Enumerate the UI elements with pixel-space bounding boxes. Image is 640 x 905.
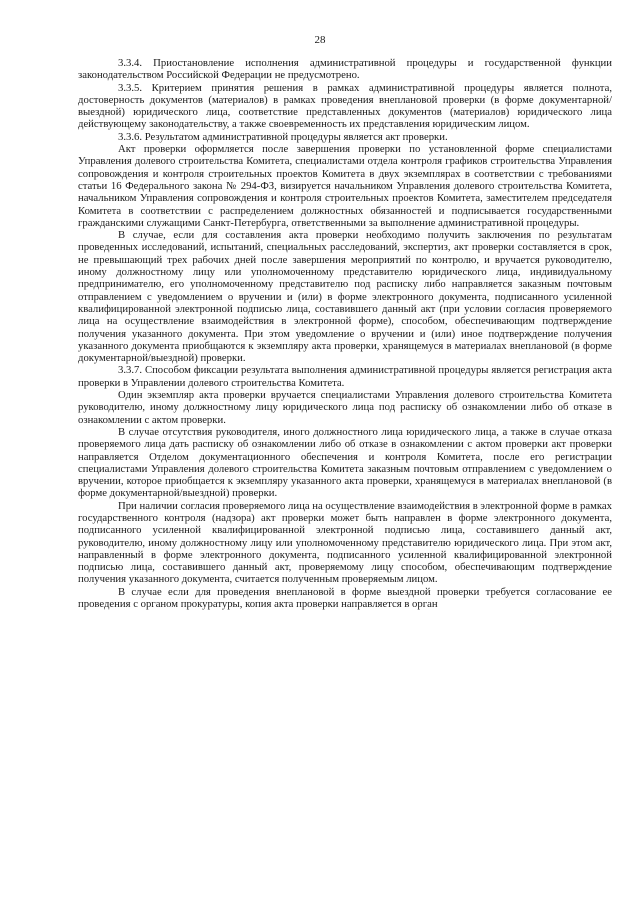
paragraph-act-preparation: Акт проверки оформляется после завершения проверки по установленной форме специалистами Управления долевого строительства Комитета, специалистами отдела контроля графиков строительства Управления сопровождения и контроля строительных проектов Комитета в двух экземплярах в соответствии с требованиями статьи 16 Федерального закона № 294-ФЗ, визируется начальником Управления долевого строительства Комитета, начальником Управления сопровождения и контроля строительных проектов Комитета, заместителем председателя Комитета в соответствии с распределением должностных обязанностей и подписывается государственными гражданскими служащими Санкт-Петербурга, ответственными за выполнение административной процедуры. (78, 143, 612, 229)
paragraph-act-copy-handover: Один экземпляр акта проверки вручается специалистами Управления долевого строительства Комитета руководителю, иному должностному лицу юридического лица под расписку об ознакомлении либо об отказе в ознакомлении с актом проверки. (78, 389, 612, 426)
paragraph-3-3-5: 3.3.5. Критерием принятия решения в рамках административной процедуры является полнота, достоверность документов (материалов) в рамках проведения внеплановой проверки (в форме документарной/выездной) юридического лица, соответствие представленных документов (материалов) юридического лица действующему законодательству, а также своевременность их представления юридическим лицом. (78, 81, 612, 131)
paragraph-act-delivery: В случае, если для составления акта проверки необходимо получить заключения по результатам проведенных исследований, испытаний, специальных расследований, экспертиз, акт проверки составляется в срок, не превышающий трех рабочих дней после завершения мероприятий по контролю, и вручается руководителю, иному должностному лицу или уполномоченному представителю юридического лица, индивидуальному предпринимателю, его уполномоченному представителю под расписку либо направляется заказным почтовым отправлением с уведомлением о вручении и (или) в форме электронного документа, подписанного усиленной квалифицированной электронной подписью лица, составившего данный акт (при условии согласия проверяемого лица на осуществление взаимодействия в электронной форме), способом, обеспечивающим подтверждение получения указанного документа. При этом уведомление о вручении и (или) иное подтверждение получения указанного документа приобщаются к экземпляру акта проверки, хранящемуся в материалах внеплановой (в форме документарной/выездной) проверки. (78, 229, 612, 365)
page-number: 28 (314, 34, 326, 46)
paragraph-electronic-form: При наличии согласия проверяемого лица на осуществление взаимодействия в электронной форме в рамках государственного контроля (надзора) акт проверки может быть направлен в форме электронного документа, подписанного усиленной квалифицированной электронной подписью лица, составившего данный акт, руководителю, иному должностному лицу или уполномоченному представителю юридического лица. При этом акт, направленный в форме электронного документа, подписанного усиленной квалифицированной электронной подписью лица, составившего данный акт, проверяемому лицу способом, обеспечивающим подтверждение получения указанного документа, считается полученным проверяемым лицом. (78, 499, 612, 586)
paragraph-3-3-6: 3.3.6. Результатом административной процедуры является акт проверки. (118, 130, 448, 143)
paragraph-absence-of-head: В случае отсутствия руководителя, иного должностного лица юридического лица, а также в случае отказа проверяемого лица дать расписку об ознакомлении либо об отказе в ознакомлении с актом проверки акт проверки направляется Отделом документационного обеспечения и контроля Комитета, после его регистрации специалистами Управления долевого строительства Комитета заказным почтовым отправлением с уведомлением о вручении, которое приобщается к экземпляру указанного акта проверки, хранящемуся в материалах внеплановой (в форме документарной/выездной) проверки. (78, 425, 612, 500)
paragraph-3-3-7: 3.3.7. Способом фиксации результата выполнения административной процедуры является регистрация акта проверки в Управлении долевого строительства Комитета. (78, 364, 612, 389)
paragraph-prosecutor-approval: В случае если для проведения внеплановой в форме выездной проверки требуется согласование ее проведения с органом прокуратуры, копия акта проверки направляется в орган (78, 585, 612, 611)
document-body (78, 57, 612, 610)
paragraph-3-3-4: 3.3.4. Приостановление исполнения административной процедуры и государственной функции законодательством Российской Федерации не предусмотрено. (78, 57, 612, 82)
